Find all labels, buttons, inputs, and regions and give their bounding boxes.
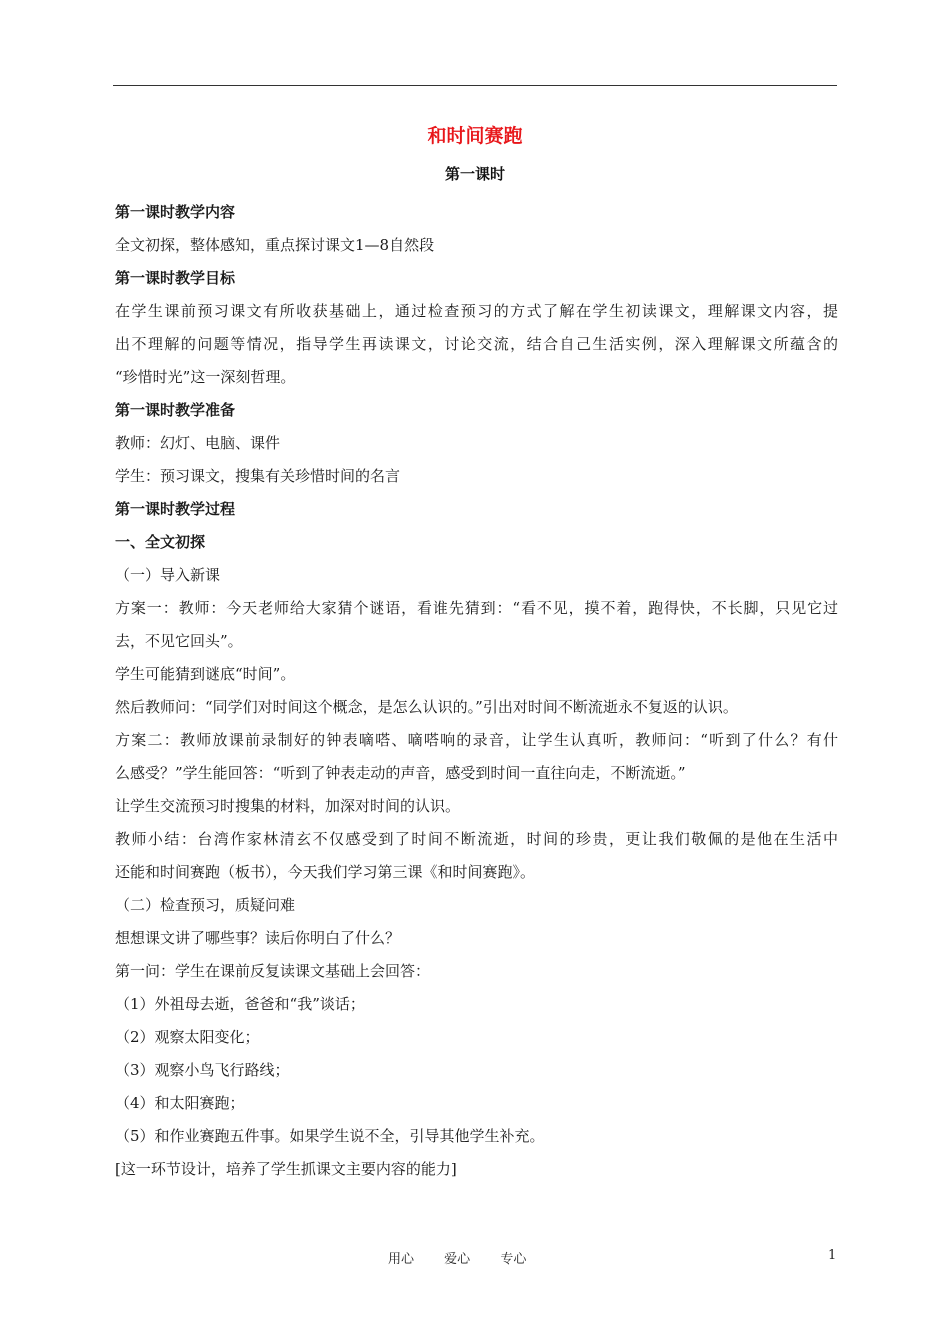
document-title: 和时间赛跑 xyxy=(427,125,523,147)
section-heading: 第一课时教学目标 xyxy=(115,269,236,287)
body-line: （2）观察太阳变化； xyxy=(115,1028,260,1046)
section-heading: 第一课时教学内容 xyxy=(115,203,236,221)
footer-motto xyxy=(388,1248,552,1267)
body-line: 教师：幻灯、电脑、课件 xyxy=(115,434,281,452)
body-line: 然后教师问：“同学们对时间这个概念，是怎么认识的。”引出对时间不断流逝永不复返的认识。 xyxy=(115,698,738,716)
body-line: （1）外祖母去逝，爸爸和“我”谈话； xyxy=(115,995,365,1013)
body-line: 去，不见它回头”。 xyxy=(115,632,243,650)
body-line: [这一环节设计，培养了学生抓课文主要内容的能力] xyxy=(115,1160,457,1178)
body-line: 在学生课前预习课文有所收获基础上，通过检查预习的方式了解在学生初读课文，理解课文内容，提 xyxy=(115,302,838,320)
section-heading: 第一课时教学准备 xyxy=(115,401,236,419)
body-line: 第一问：学生在课前反复读课文基础上会回答： xyxy=(115,962,431,980)
body-line: 么感受？”学生能回答：“听到了钟表走动的声音，感受到时间一直往向走，不断流逝。” xyxy=(115,764,686,782)
body-line: （一）导入新课 xyxy=(115,566,221,584)
footer-word: 用心 xyxy=(388,1252,415,1267)
header-rule xyxy=(113,85,837,86)
body-line: （5）和作业赛跑五件事。如果学生说不全，引导其他学生补充。 xyxy=(115,1127,545,1145)
document-subtitle: 第一课时 xyxy=(444,165,505,183)
body-line: （3）观察小鸟飞行路线； xyxy=(115,1061,290,1079)
body-line: 教师小结：台湾作家林清玄不仅感受到了时间不断流逝，时间的珍贵，更让我们敬佩的是他在生活中 xyxy=(115,830,838,848)
page-number: 1 xyxy=(828,1248,837,1263)
document-body xyxy=(115,196,838,1186)
body-line: 学生：预习课文，搜集有关珍惜时间的名言 xyxy=(115,467,401,485)
body-line: 让学生交流预习时搜集的材料，加深对时间的认识。 xyxy=(115,797,461,815)
body-line: （二）检查预习，质疑问难 xyxy=(115,896,296,914)
body-line: “珍惜时光”这一深刻哲理。 xyxy=(115,368,296,386)
body-line: 想想课文讲了哪些事？读后你明白了什么？ xyxy=(115,929,401,947)
body-line: 全文初探，整体感知，重点探讨课文1—8自然段 xyxy=(115,236,435,254)
body-line: （4）和太阳赛跑； xyxy=(115,1094,245,1112)
body-line: 还能和时间赛跑（板书），今天我们学习第三课《和时间赛跑》。 xyxy=(115,863,536,881)
body-line: 出不理解的问题等情况，指导学生再读课文，讨论交流，结合自己生活实例，深入理解课文所蕴含的 xyxy=(115,335,838,353)
section-heading: 一、全文初探 xyxy=(115,533,206,551)
footer-word: 爱心 xyxy=(444,1252,471,1267)
body-line: 方案二：教师放课前录制好的钟表嘀嗒、嘀嗒响的录音，让学生认真听，教师问：“听到了什么？有什 xyxy=(115,731,838,749)
body-line: 学生可能猜到谜底“时间”。 xyxy=(115,665,296,683)
section-heading: 第一课时教学过程 xyxy=(115,500,236,518)
body-line: 方案一：教师：今天老师给大家猜个谜语，看谁先猜到：“看不见，摸不着，跑得快，不长脚，只见它过 xyxy=(115,599,838,617)
footer-word: 专心 xyxy=(500,1252,527,1267)
